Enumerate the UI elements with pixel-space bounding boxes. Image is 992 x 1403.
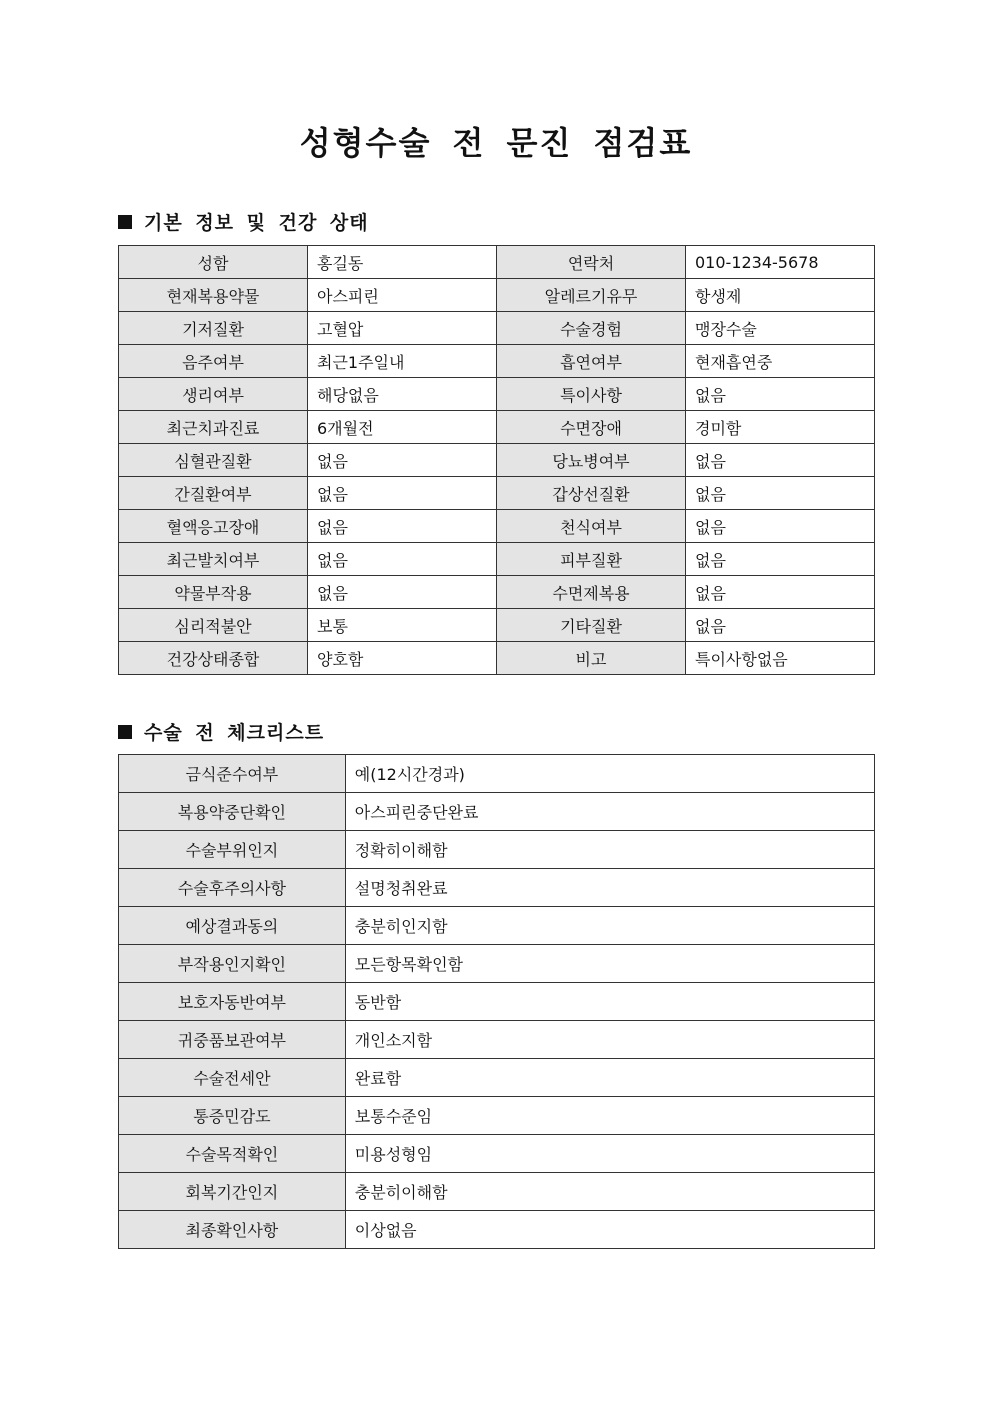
checklist-item-label: 수술전세안 [119, 1059, 346, 1097]
table-row [119, 945, 875, 983]
field-value: 아스피린 [308, 279, 497, 312]
table-row [119, 1021, 875, 1059]
field-label: 최근발치여부 [119, 543, 308, 576]
field-value: 없음 [686, 378, 875, 411]
field-value: 고혈압 [308, 312, 497, 345]
field-label: 연락처 [497, 246, 686, 279]
field-label: 비고 [497, 642, 686, 675]
field-label: 현재복용약물 [119, 279, 308, 312]
checklist-item-value: 동반함 [345, 983, 874, 1021]
field-value: 특이사항없음 [686, 642, 875, 675]
field-value: 홍길동 [308, 246, 497, 279]
table-row [119, 345, 875, 378]
section-heading-basic-info [118, 208, 369, 235]
table-row [119, 279, 875, 312]
field-label: 천식여부 [497, 510, 686, 543]
checklist-item-value: 보통수준임 [345, 1097, 874, 1135]
checklist-item-label: 예상결과동의 [119, 907, 346, 945]
checklist-item-label: 금식준수여부 [119, 755, 346, 793]
basic-info-table [118, 245, 875, 675]
field-value: 해당없음 [308, 378, 497, 411]
checklist-item-value: 완료함 [345, 1059, 874, 1097]
checklist-item-value: 충분히인지함 [345, 907, 874, 945]
field-label: 심리적불안 [119, 609, 308, 642]
field-value: 맹장수술 [686, 312, 875, 345]
checklist-item-label: 복용약중단확인 [119, 793, 346, 831]
checklist-item-value: 설명청취완료 [345, 869, 874, 907]
field-label: 기타질환 [497, 609, 686, 642]
field-label: 흡연여부 [497, 345, 686, 378]
table-row [119, 1211, 875, 1249]
table-row [119, 609, 875, 642]
field-label: 수면장애 [497, 411, 686, 444]
checklist-item-value: 모든항목확인함 [345, 945, 874, 983]
field-value: 최근1주일내 [308, 345, 497, 378]
field-value: 보통 [308, 609, 497, 642]
field-label: 당뇨병여부 [497, 444, 686, 477]
field-value: 없음 [308, 576, 497, 609]
field-value: 없음 [308, 444, 497, 477]
field-label: 간질환여부 [119, 477, 308, 510]
section-heading-checklist [118, 718, 324, 745]
field-value: 없음 [686, 609, 875, 642]
checklist-item-value: 이상없음 [345, 1211, 874, 1249]
checklist-item-value: 예(12시간경과) [345, 755, 874, 793]
field-label: 알레르기유무 [497, 279, 686, 312]
field-label: 혈액응고장애 [119, 510, 308, 543]
checklist-item-label: 회복기간인지 [119, 1173, 346, 1211]
field-label: 피부질환 [497, 543, 686, 576]
field-label: 갑상선질환 [497, 477, 686, 510]
checklist-item-value: 정확히이해함 [345, 831, 874, 869]
checklist-item-label: 수술부위인지 [119, 831, 346, 869]
checklist-table [118, 754, 875, 1249]
checklist-item-value: 개인소지함 [345, 1021, 874, 1059]
field-value: 없음 [308, 543, 497, 576]
checklist-item-value: 충분히이해함 [345, 1173, 874, 1211]
table-row [119, 983, 875, 1021]
table-row [119, 755, 875, 793]
table-row [119, 831, 875, 869]
square-bullet-icon [118, 725, 132, 739]
field-label: 생리여부 [119, 378, 308, 411]
field-value: 없음 [308, 477, 497, 510]
field-label: 건강상태종합 [119, 642, 308, 675]
checklist-item-value: 아스피린중단완료 [345, 793, 874, 831]
table-row [119, 907, 875, 945]
table-row [119, 642, 875, 675]
table-row [119, 1097, 875, 1135]
field-value: 현재흡연중 [686, 345, 875, 378]
table-row [119, 1173, 875, 1211]
field-value: 없음 [686, 576, 875, 609]
table-row [119, 312, 875, 345]
field-label: 수술경험 [497, 312, 686, 345]
field-value: 없음 [686, 510, 875, 543]
checklist-item-label: 최종확인사항 [119, 1211, 346, 1249]
field-label: 특이사항 [497, 378, 686, 411]
field-value: 양호함 [308, 642, 497, 675]
field-value: 없음 [308, 510, 497, 543]
field-label: 음주여부 [119, 345, 308, 378]
checklist-item-value: 미용성형임 [345, 1135, 874, 1173]
square-bullet-icon [118, 215, 132, 229]
field-label: 수면제복용 [497, 576, 686, 609]
table-row [119, 246, 875, 279]
field-value: 없음 [686, 543, 875, 576]
checklist-item-label: 보호자동반여부 [119, 983, 346, 1021]
field-value: 경미함 [686, 411, 875, 444]
table-row [119, 411, 875, 444]
table-row [119, 378, 875, 411]
table-row [119, 477, 875, 510]
field-label: 성함 [119, 246, 308, 279]
table-row [119, 1059, 875, 1097]
field-value: 6개월전 [308, 411, 497, 444]
checklist-item-label: 수술후주의사항 [119, 869, 346, 907]
field-label: 최근치과진료 [119, 411, 308, 444]
checklist-item-label: 귀중품보관여부 [119, 1021, 346, 1059]
field-value: 없음 [686, 444, 875, 477]
section-heading-text: 기본 정보 및 건강 상태 [144, 212, 369, 234]
checklist-item-label: 통증민감도 [119, 1097, 346, 1135]
table-row [119, 444, 875, 477]
table-row [119, 869, 875, 907]
checklist-item-label: 수술목적확인 [119, 1135, 346, 1173]
table-row [119, 1135, 875, 1173]
table-row [119, 576, 875, 609]
section-heading-text: 수술 전 체크리스트 [144, 722, 325, 744]
checklist-item-label: 부작용인지확인 [119, 945, 346, 983]
field-label: 기저질환 [119, 312, 308, 345]
field-value: 010-1234-5678 [686, 246, 875, 279]
document-title: 성형수술 전 문진 점검표 [299, 124, 693, 162]
field-label: 심혈관질환 [119, 444, 308, 477]
table-row [119, 543, 875, 576]
field-value: 없음 [686, 477, 875, 510]
field-value: 항생제 [686, 279, 875, 312]
table-row [119, 510, 875, 543]
field-label: 약물부작용 [119, 576, 308, 609]
table-row [119, 793, 875, 831]
